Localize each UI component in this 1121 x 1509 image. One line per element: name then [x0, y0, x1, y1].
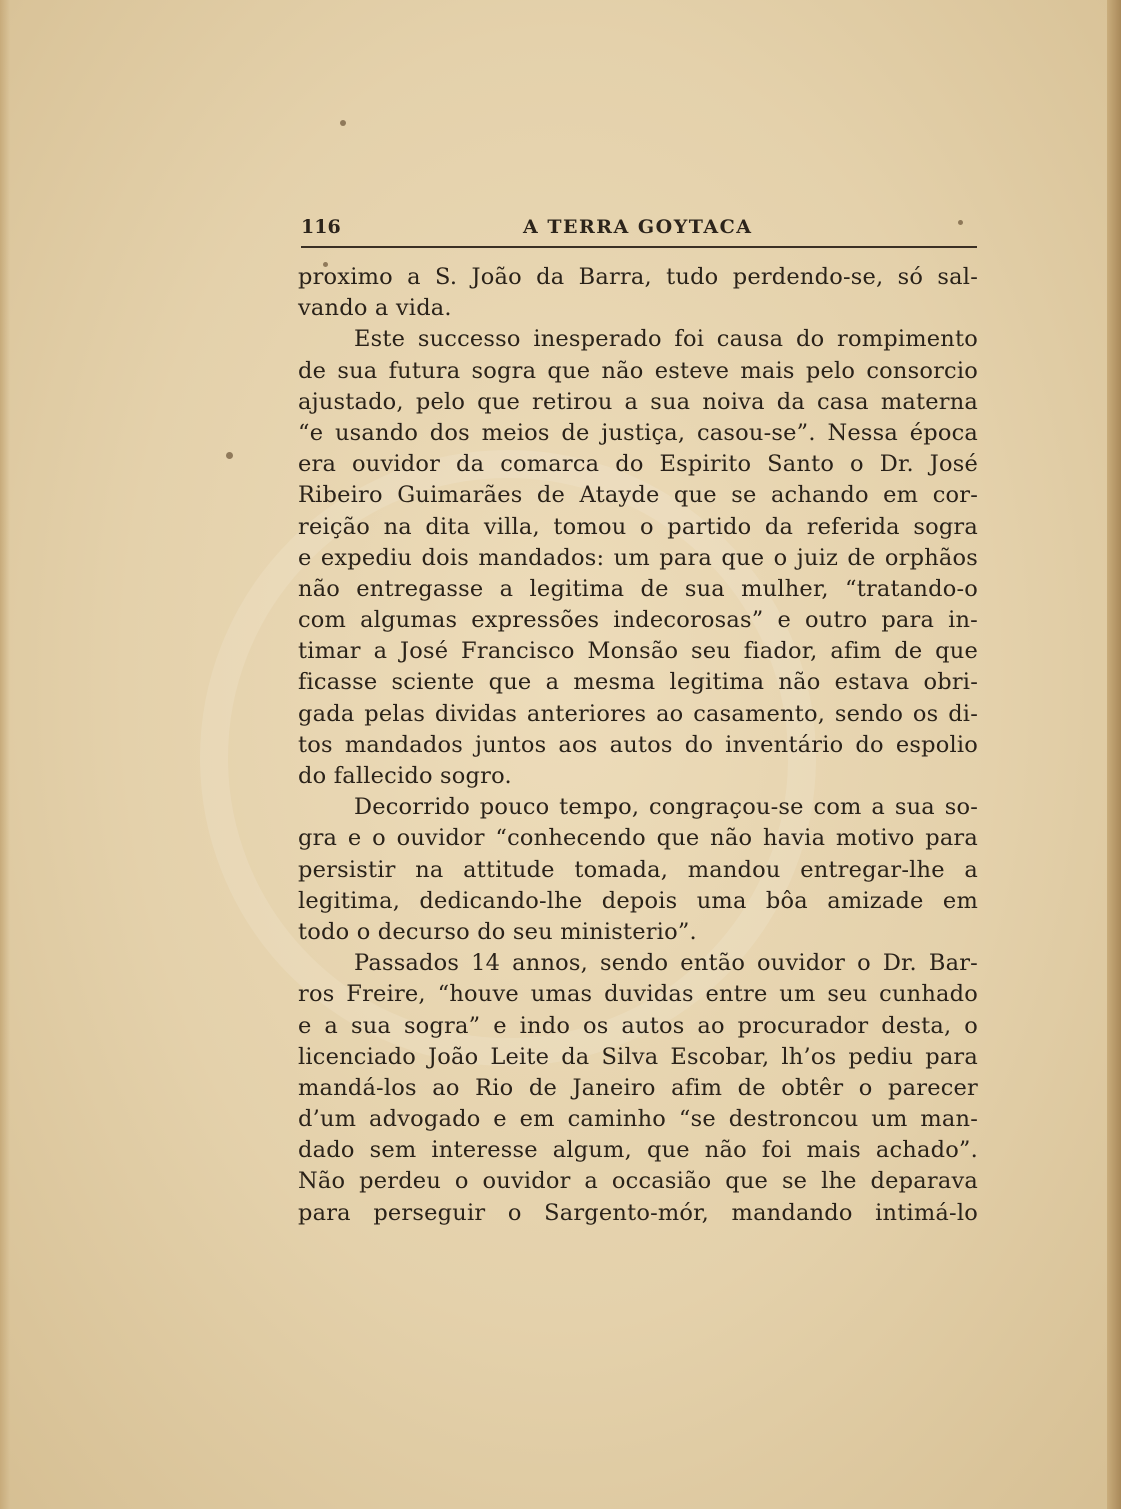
text-line: e a sua sogra” e indo os autos ao procurador desta, o [298, 1012, 978, 1039]
page-edge-left [0, 0, 10, 1509]
text-line: de sua futura sogra que não esteve mais pelo consorcio [298, 357, 978, 384]
page-edge-right [1107, 0, 1121, 1509]
text-line: era ouvidor da comarca do Espirito Santo o Dr. José [298, 451, 978, 478]
text-line: ros Freire, “houve umas duvidas entre um seu cunhado [298, 981, 978, 1008]
text-line: gra e o ouvidor “conhecendo que não havia motivo para [298, 825, 978, 852]
text-line: proximo a S. João da Barra, tudo perdendo-se, só sal- [298, 264, 978, 290]
paper-speck [226, 452, 233, 459]
text-line: vando a vida. [298, 295, 452, 322]
text-line: não entregasse a legitima de sua mulher, “tratando-o [298, 575, 978, 602]
text-line: ajustado, pelo que retirou a sua noiva da casa materna [298, 388, 978, 415]
text-line: tos mandados juntos aos autos do inventário do espolio [298, 731, 978, 758]
text-line: Ribeiro Guimarães de Atayde que se achando em cor- [298, 482, 978, 509]
text-line: todo o decurso do seu ministerio”. [298, 918, 697, 945]
text-line: Este successo inesperado foi causa do rompimento [354, 326, 978, 353]
text-line: do fallecido sogro. [298, 763, 512, 789]
body-text [298, 262, 978, 1229]
running-title: A TERRA GOYTACA [523, 216, 753, 238]
text-line: ficasse sciente que a mesma legitima não estava obri- [298, 669, 978, 696]
text-line: Passados 14 annos, sendo então ouvidor o Dr. Bar- [354, 950, 978, 977]
text-line: gada pelas dividas anteriores ao casamento, sendo os di- [298, 700, 978, 727]
text-line: d’um advogado e em caminho “se destroncou um man- [298, 1106, 978, 1133]
text-line: reição na dita villa, tomou o partido da referida sogra [298, 513, 978, 540]
page-header [301, 216, 977, 248]
text-line: licenciado João Leite da Silva Escobar, lh’os pediu para [298, 1043, 978, 1070]
text-line: “e usando dos meios de justiça, casou-se”. Nessa época [298, 419, 978, 446]
text-line: Não perdeu o ouvidor a occasião que se lhe deparava [298, 1168, 978, 1195]
page-number: 116 [301, 216, 341, 238]
text-line: timar a José Francisco Monsão seu fiador, afim de que [298, 638, 978, 665]
text-line: mandá-los ao Rio de Janeiro afim de obtêr o parecer [298, 1074, 978, 1101]
paper-speck [340, 120, 346, 126]
text-line: legitima, dedicando-lhe depois uma bôa amizade em [298, 887, 978, 914]
text-line: Decorrido pouco tempo, congraçou-se com a sua so- [354, 794, 978, 821]
text-line: persistir na attitude tomada, mandou entregar-lhe a [298, 856, 978, 883]
text-line: para perseguir o Sargento-mór, mandando intimá-lo [298, 1199, 978, 1226]
text-line: e expediu dois mandados: um para que o juiz de orphãos [298, 544, 978, 571]
text-line: dado sem interesse algum, que não foi mais achado”. [298, 1137, 978, 1164]
text-line: com algumas expressões indecorosas” e outro para in- [298, 607, 978, 634]
